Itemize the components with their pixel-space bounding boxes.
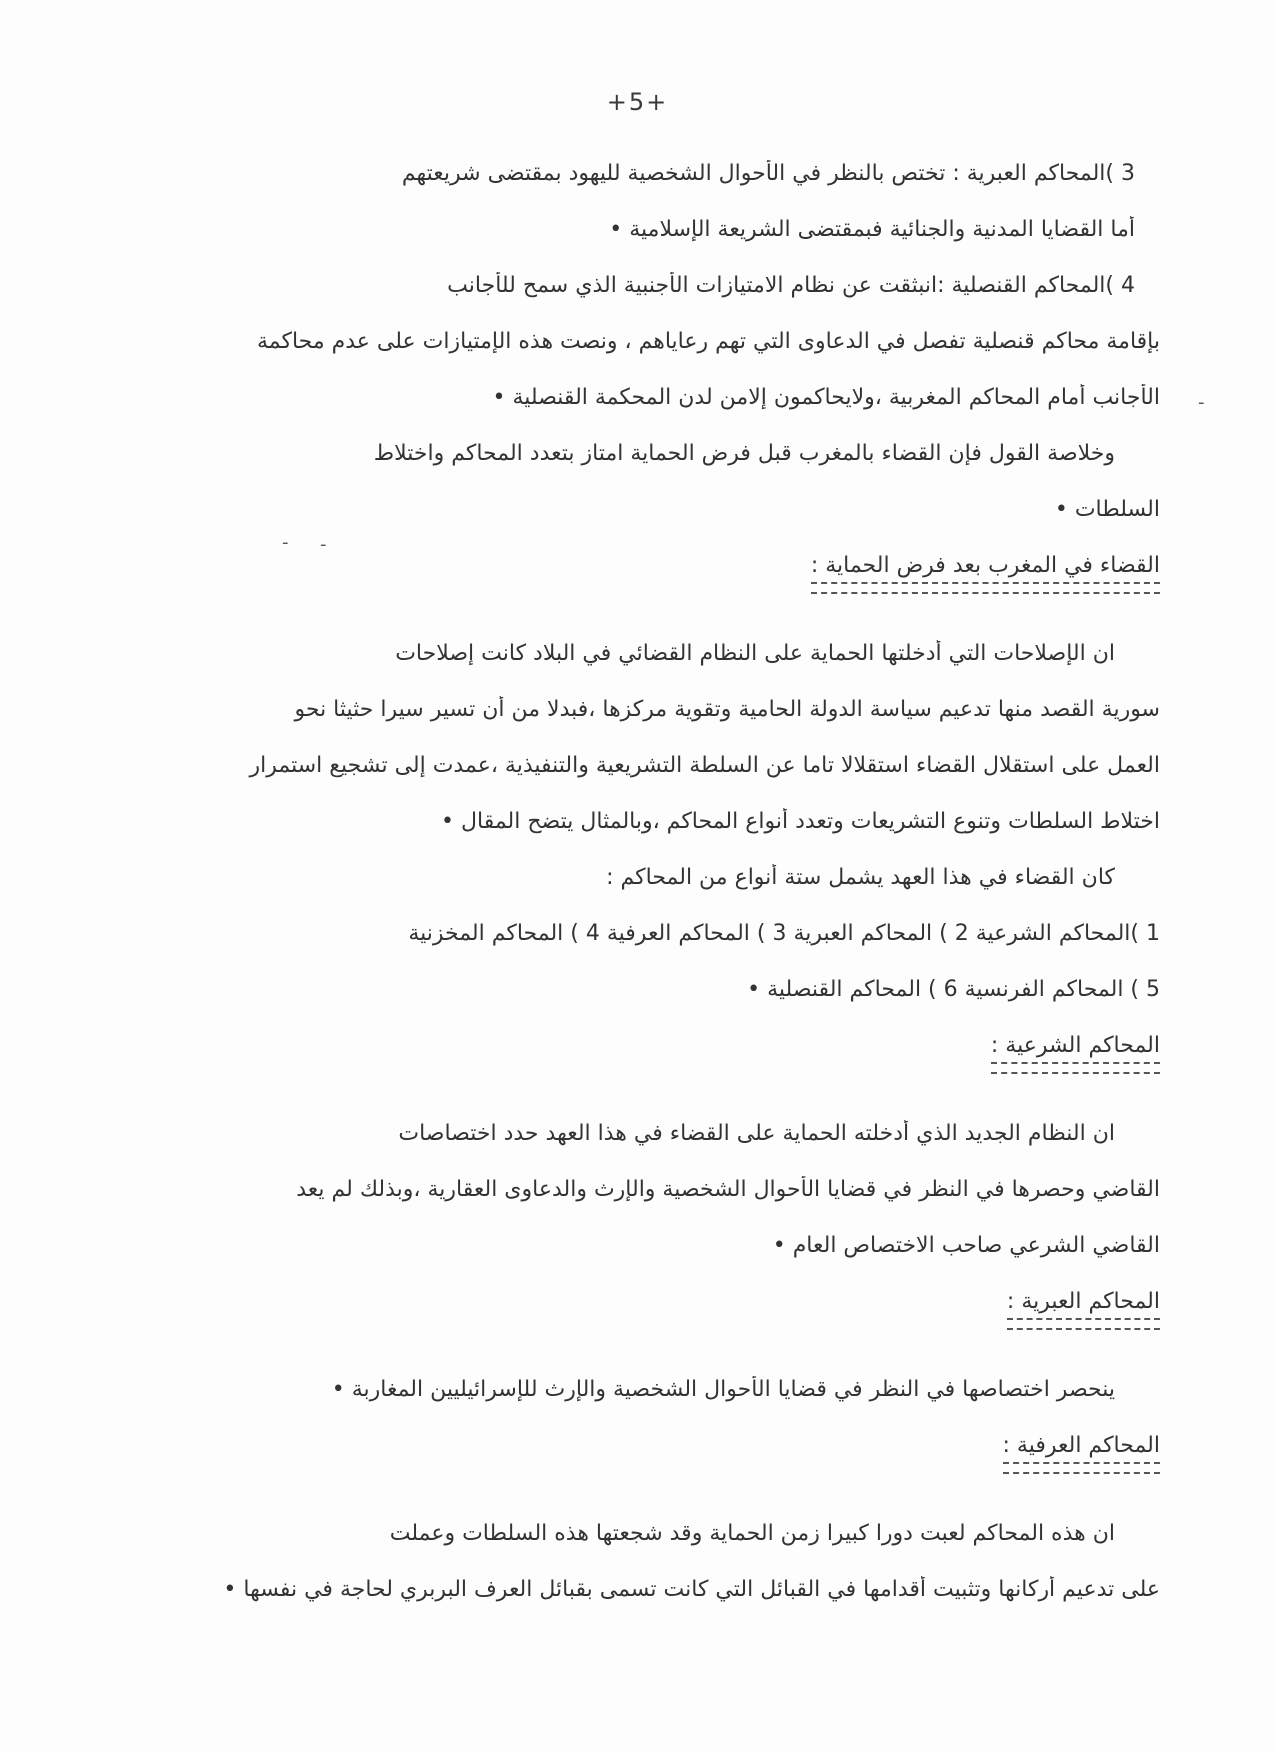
- paragraph-line: العمل على استقلال القضاء استقلالا تاما عن السلطة التشريعية والتنفيذية ،عمدت إلى تشجيع استمرار: [249, 753, 1160, 778]
- heading-underline: [811, 582, 1160, 594]
- paragraph-line: 3 )المحاكم العبرية : تختص بالنظر في الأحوال الشخصية لليهود بمقتضى شريعتهم: [401, 161, 1135, 186]
- paragraph-line: الأجانب أمام المحاكم المغربية ،ولايحاكمون إلامن لدن المحكمة القنصلية •: [492, 385, 1160, 410]
- paragraph-line: 1 )المحاكم الشرعية 2 ) المحاكم العبرية 3 ) المحاكم العرفية 4 ) المحاكم المخزنية: [408, 921, 1160, 946]
- paragraph-line: سورية القصد منها تدعيم سياسة الدولة الحامية وتقوية مركزها ،فبدلا من أن تسير سيرا حثيثا نحو: [294, 697, 1160, 722]
- paragraph-line: 5 ) المحاكم الفرنسية 6 ) المحاكم القنصلية •: [747, 977, 1160, 1002]
- paragraph-line: ان النظام الجديد الذي أدخلته الحماية على القضاء في هذا العهد حدد اختصاصات: [398, 1121, 1115, 1146]
- paragraph-line: اختلاط السلطات وتنوع التشريعات وتعدد أنواع المحاكم ،وبالمثال يتضح المقال •: [441, 809, 1160, 834]
- section-heading-text: المحاكم العرفية :: [1002, 1433, 1160, 1458]
- section-heading-wrap: [140, 1432, 1160, 1490]
- section-heading-wrap: [140, 1032, 1160, 1090]
- stray-mark: -: [282, 532, 289, 553]
- stray-mark: -: [320, 534, 327, 555]
- heading-underline: [991, 1062, 1160, 1074]
- page-number: +5+: [606, 88, 669, 116]
- paragraph-line: السلطات •: [1054, 497, 1160, 522]
- margin-mark: -: [1198, 392, 1205, 413]
- paragraph-line: وخلاصة القول فإن القضاء بالمغرب قبل فرض الحماية امتاز بتعدد المحاكم واختلاط: [373, 441, 1115, 466]
- section-heading-text: القضاء في المغرب بعد فرض الحماية :: [810, 553, 1160, 578]
- paragraph-line: ان الإصلاحات التي أدخلتها الحماية على النظام القضائي في البلاد كانت إصلاحات: [395, 641, 1115, 666]
- paragraph-line: أما القضايا المدنية والجنائية فبمقتضى الشريعة الإسلامية •: [609, 217, 1135, 242]
- section-heading: [1007, 1288, 1160, 1316]
- section-heading-text: المحاكم الشرعية :: [990, 1033, 1160, 1058]
- section-heading: [991, 1032, 1160, 1060]
- heading-underline: [1003, 1462, 1160, 1474]
- section-heading-wrap: [140, 552, 1160, 610]
- section-heading: [1003, 1432, 1160, 1460]
- paragraph-line: على تدعيم أركانها وتثبيت أقدامها في القبائل التي كانت تسمى بقبائل العرف البربري لحاجة في نفسها •: [223, 1577, 1160, 1602]
- section-heading-wrap: [140, 1288, 1160, 1346]
- heading-underline: [1007, 1318, 1160, 1330]
- paragraph-line: ان هذه المحاكم لعبت دورا كبيرا زمن الحماية وقد شجعتها هذه السلطات وعملت: [389, 1521, 1115, 1546]
- paragraph-line: ينحصر اختصاصها في النظر في قضايا الأحوال الشخصية والإرث للإسرائيليين المغاربة •: [331, 1377, 1115, 1402]
- paragraph-line: بإقامة محاكم قنصلية تفصل في الدعاوى التي تهم رعاياهم ، ونصت هذه الإمتيازات على عدم محاكمة: [256, 329, 1160, 354]
- section-heading-text: المحاكم العبرية :: [1006, 1289, 1160, 1314]
- paragraph-line: القاضي وحصرها في النظر في قضايا الأحوال الشخصية والإرث والدعاوى العقارية ،وبذلك لم يعد: [296, 1177, 1160, 1202]
- section-heading: [811, 552, 1160, 580]
- document-body: [140, 160, 1160, 1632]
- paragraph-line: القاضي الشرعي صاحب الاختصاص العام •: [772, 1233, 1160, 1258]
- paragraph-line: كان القضاء في هذا العهد يشمل ستة أنواع من المحاكم :: [606, 865, 1115, 890]
- paragraph-line: 4 )المحاكم القنصلية :انبثقت عن نظام الامتيازات الأجنبية الذي سمح للأجانب: [447, 273, 1135, 298]
